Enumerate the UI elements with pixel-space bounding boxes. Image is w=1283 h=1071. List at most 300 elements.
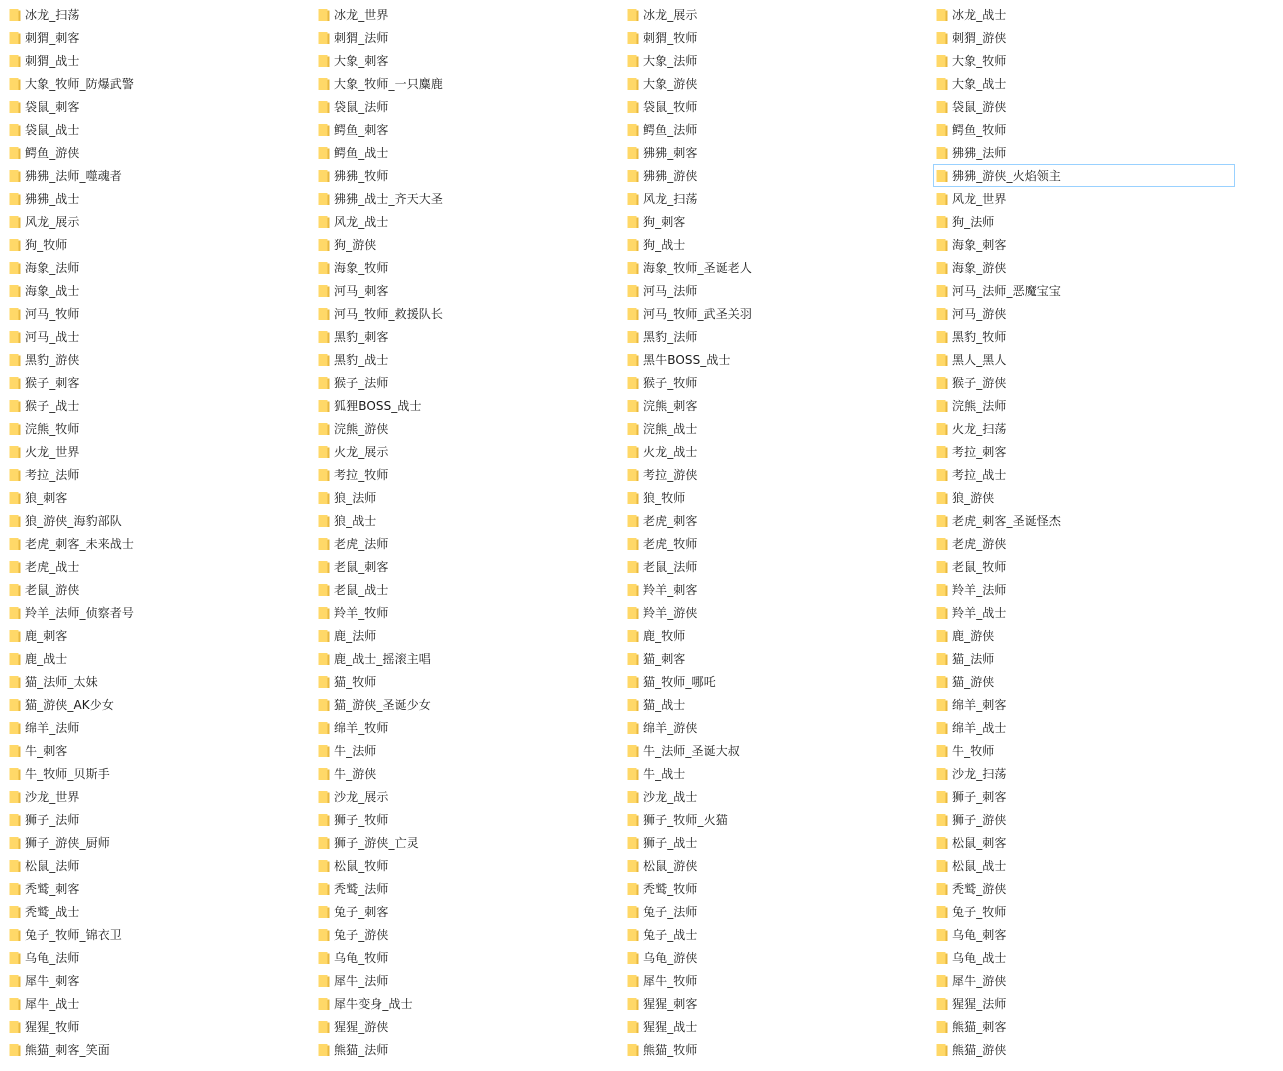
folder-item[interactable] xyxy=(933,900,1235,923)
folder-label: 猫_游侠_圣诞少女 xyxy=(334,697,431,712)
folder-item[interactable] xyxy=(6,877,308,900)
folder-item[interactable] xyxy=(315,808,617,831)
folder-label: 河马_刺客 xyxy=(334,283,389,298)
folder-label: 浣熊_牧师 xyxy=(25,421,80,436)
folder-item[interactable] xyxy=(933,210,1235,233)
folder-item[interactable] xyxy=(624,1038,926,1061)
folder-item[interactable] xyxy=(624,624,926,647)
folder-item[interactable] xyxy=(6,118,308,141)
folder-label: 大象_牧师 xyxy=(952,53,1007,68)
folder-item[interactable] xyxy=(624,578,926,601)
folder-label: 河马_法师 xyxy=(643,283,698,298)
folder-icon xyxy=(9,583,21,597)
folder-item[interactable] xyxy=(315,900,617,923)
folder-item[interactable] xyxy=(624,509,926,532)
folder-icon xyxy=(318,468,330,482)
folder-item[interactable] xyxy=(6,187,308,210)
folder-icon xyxy=(627,790,639,804)
folder-item[interactable] xyxy=(315,118,617,141)
folder-item[interactable] xyxy=(315,854,617,877)
folder-icon xyxy=(318,491,330,505)
folder-item[interactable] xyxy=(624,164,926,187)
folder-item[interactable] xyxy=(315,325,617,348)
folder-item[interactable] xyxy=(933,693,1235,716)
folder-label: 羚羊_法师_侦察者号 xyxy=(25,605,135,620)
folder-label: 熊猫_牧师 xyxy=(643,1042,698,1057)
folder-label: 刺猬_战士 xyxy=(25,53,80,68)
folder-icon xyxy=(936,353,948,367)
folder-item[interactable] xyxy=(315,164,617,187)
folder-item[interactable] xyxy=(933,118,1235,141)
folder-icon xyxy=(936,629,948,643)
folder-item[interactable] xyxy=(933,785,1235,808)
folder-label: 老虎_法师 xyxy=(334,536,389,551)
folder-item[interactable] xyxy=(933,72,1235,95)
folder-item[interactable] xyxy=(315,1015,617,1038)
folder-label: 海象_牧师 xyxy=(334,260,389,275)
folder-item[interactable] xyxy=(6,371,308,394)
folder-item[interactable] xyxy=(6,348,308,371)
folder-icon xyxy=(627,146,639,160)
folder-label: 黑豹_战士 xyxy=(334,352,389,367)
folder-label: 猴子_游侠 xyxy=(952,375,1007,390)
folder-item[interactable] xyxy=(624,49,926,72)
folder-item[interactable] xyxy=(6,440,308,463)
folder-item[interactable] xyxy=(315,210,617,233)
folder-icon xyxy=(627,951,639,965)
folder-icon xyxy=(9,997,21,1011)
folder-item[interactable] xyxy=(624,716,926,739)
folder-item[interactable] xyxy=(933,992,1235,1015)
folder-item[interactable] xyxy=(6,302,308,325)
folder-label: 乌龟_牧师 xyxy=(334,950,389,965)
folder-label: 兔子_刺客 xyxy=(334,904,389,919)
folder-label: 浣熊_刺客 xyxy=(643,398,698,413)
folder-label: 兔子_游侠 xyxy=(334,927,389,942)
folder-item[interactable] xyxy=(933,739,1235,762)
folder-item[interactable] xyxy=(624,233,926,256)
folder-item[interactable] xyxy=(315,141,617,164)
folder-label: 袋鼠_战士 xyxy=(25,122,80,137)
folder-item[interactable] xyxy=(933,463,1235,486)
folder-item[interactable] xyxy=(624,923,926,946)
folder-icon xyxy=(318,629,330,643)
folder-label: 松鼠_牧师 xyxy=(334,858,389,873)
folder-icon xyxy=(9,606,21,620)
folder-item[interactable] xyxy=(933,302,1235,325)
folder-label: 老鼠_牧师 xyxy=(952,559,1007,574)
folder-item[interactable] xyxy=(315,3,617,26)
folder-item[interactable] xyxy=(933,601,1235,624)
folder-item[interactable] xyxy=(624,1015,926,1038)
folder-icon xyxy=(936,330,948,344)
folder-item[interactable] xyxy=(624,647,926,670)
folder-item[interactable] xyxy=(315,923,617,946)
folder-item[interactable] xyxy=(6,900,308,923)
folder-item[interactable] xyxy=(6,601,308,624)
folder-label: 羚羊_法师 xyxy=(952,582,1007,597)
folder-item[interactable] xyxy=(624,992,926,1015)
folder-icon xyxy=(9,836,21,850)
folder-item[interactable] xyxy=(315,417,617,440)
folder-icon xyxy=(936,77,948,91)
folder-item[interactable] xyxy=(933,394,1235,417)
folder-icon xyxy=(9,721,21,735)
folder-label: 狒狒_法师_噬魂者 xyxy=(25,168,122,183)
folder-item[interactable] xyxy=(6,210,308,233)
folder-label: 熊猫_游侠 xyxy=(952,1042,1007,1057)
folder-label: 松鼠_游侠 xyxy=(643,858,698,873)
folder-item[interactable] xyxy=(624,348,926,371)
folder-item[interactable] xyxy=(315,601,617,624)
folder-label: 海象_法师 xyxy=(25,260,80,275)
folder-item[interactable] xyxy=(6,394,308,417)
folder-item[interactable] xyxy=(6,854,308,877)
folder-item[interactable] xyxy=(315,555,617,578)
folder-item[interactable] xyxy=(624,808,926,831)
folder-icon xyxy=(936,767,948,781)
folder-label: 袋鼠_刺客 xyxy=(25,99,80,114)
folder-label: 大象_牧师_一只麋鹿 xyxy=(334,76,444,91)
folder-item[interactable] xyxy=(315,739,617,762)
folder-label: 海象_刺客 xyxy=(952,237,1007,252)
folder-item[interactable] xyxy=(624,831,926,854)
folder-item[interactable] xyxy=(6,95,308,118)
folder-icon xyxy=(627,8,639,22)
folder-item[interactable] xyxy=(6,670,308,693)
folder-item[interactable] xyxy=(6,233,308,256)
folder-item[interactable] xyxy=(315,72,617,95)
folder-item[interactable] xyxy=(6,325,308,348)
folder-item[interactable] xyxy=(933,532,1235,555)
folder-icon xyxy=(627,813,639,827)
folder-item[interactable] xyxy=(933,371,1235,394)
folder-label: 牛_战士 xyxy=(643,766,686,781)
folder-item[interactable] xyxy=(6,417,308,440)
folder-item[interactable] xyxy=(933,233,1235,256)
folder-item[interactable] xyxy=(6,946,308,969)
folder-item[interactable] xyxy=(624,256,926,279)
folder-icon xyxy=(627,445,639,459)
folder-icon xyxy=(627,399,639,413)
folder-icon xyxy=(318,583,330,597)
folder-label: 鹿_刺客 xyxy=(25,628,68,643)
folder-item[interactable] xyxy=(624,555,926,578)
folder-label: 冰龙_扫荡 xyxy=(25,7,80,22)
folder-icon xyxy=(318,77,330,91)
folder-item[interactable] xyxy=(933,509,1235,532)
folder-label: 沙龙_展示 xyxy=(334,789,389,804)
folder-icon xyxy=(318,169,330,183)
folder-label: 袋鼠_游侠 xyxy=(952,99,1007,114)
folder-icon xyxy=(9,675,21,689)
folder-icon xyxy=(627,882,639,896)
folder-item[interactable] xyxy=(315,877,617,900)
folder-item[interactable] xyxy=(6,1015,308,1038)
folder-item[interactable] xyxy=(624,279,926,302)
folder-label: 考拉_游侠 xyxy=(643,467,698,482)
folder-label: 狒狒_游侠 xyxy=(643,168,698,183)
folder-item[interactable] xyxy=(933,49,1235,72)
folder-item[interactable] xyxy=(6,969,308,992)
folder-item[interactable] xyxy=(933,440,1235,463)
folder-label: 海象_战士 xyxy=(25,283,80,298)
folder-item[interactable] xyxy=(933,3,1235,26)
folder-item[interactable] xyxy=(6,808,308,831)
folder-item[interactable] xyxy=(6,555,308,578)
folder-item[interactable] xyxy=(6,509,308,532)
folder-icon xyxy=(936,261,948,275)
folder-item[interactable] xyxy=(6,1038,308,1061)
folder-label: 狮子_游侠_亡灵 xyxy=(334,835,419,850)
folder-item[interactable] xyxy=(6,578,308,601)
folder-item[interactable] xyxy=(933,164,1235,187)
folder-item[interactable] xyxy=(933,923,1235,946)
folder-item[interactable] xyxy=(315,946,617,969)
folder-item[interactable] xyxy=(624,210,926,233)
folder-label: 牛_刺客 xyxy=(25,743,68,758)
folder-icon xyxy=(9,537,21,551)
folder-item[interactable] xyxy=(315,302,617,325)
folder-icon xyxy=(627,491,639,505)
folder-item[interactable] xyxy=(624,394,926,417)
folder-label: 老虎_游侠 xyxy=(952,536,1007,551)
folder-item[interactable] xyxy=(6,279,308,302)
folder-item[interactable] xyxy=(933,969,1235,992)
folder-label: 大象_游侠 xyxy=(643,76,698,91)
folder-item[interactable] xyxy=(6,624,308,647)
folder-item[interactable] xyxy=(933,877,1235,900)
folder-item[interactable] xyxy=(933,762,1235,785)
folder-icon xyxy=(936,698,948,712)
folder-item[interactable] xyxy=(624,739,926,762)
folder-item[interactable] xyxy=(315,256,617,279)
folder-label: 牛_游侠 xyxy=(334,766,377,781)
folder-icon xyxy=(627,77,639,91)
folder-item[interactable] xyxy=(6,141,308,164)
folder-item[interactable] xyxy=(624,670,926,693)
folder-item[interactable] xyxy=(315,785,617,808)
folder-item[interactable] xyxy=(6,992,308,1015)
folder-item[interactable] xyxy=(933,417,1235,440)
folder-item[interactable] xyxy=(624,72,926,95)
folder-item[interactable] xyxy=(624,900,926,923)
folder-item[interactable] xyxy=(933,95,1235,118)
folder-icon xyxy=(936,606,948,620)
folder-item[interactable] xyxy=(624,601,926,624)
folder-icon xyxy=(318,123,330,137)
folder-item[interactable] xyxy=(624,463,926,486)
folder-icon xyxy=(9,1020,21,1034)
folder-icon xyxy=(936,652,948,666)
folder-label: 沙龙_战士 xyxy=(643,789,698,804)
folder-item[interactable] xyxy=(624,141,926,164)
folder-item[interactable] xyxy=(6,532,308,555)
folder-icon xyxy=(9,284,21,298)
folder-item[interactable] xyxy=(315,49,617,72)
folder-icon xyxy=(318,905,330,919)
folder-label: 刺猬_刺客 xyxy=(25,30,80,45)
folder-item[interactable] xyxy=(315,486,617,509)
folder-item[interactable] xyxy=(315,532,617,555)
folder-icon xyxy=(9,123,21,137)
folder-icon xyxy=(936,422,948,436)
folder-item[interactable] xyxy=(315,463,617,486)
folder-item[interactable] xyxy=(315,578,617,601)
folder-label: 鹿_战士 xyxy=(25,651,68,666)
folder-icon xyxy=(936,813,948,827)
folder-item[interactable] xyxy=(933,141,1235,164)
folder-item[interactable] xyxy=(624,187,926,210)
folder-label: 狼_游侠_海豹部队 xyxy=(25,513,122,528)
folder-item[interactable] xyxy=(6,739,308,762)
folder-icon xyxy=(627,514,639,528)
folder-label: 秃鹫_牧师 xyxy=(643,881,698,896)
folder-item[interactable] xyxy=(933,647,1235,670)
folder-item[interactable] xyxy=(624,969,926,992)
folder-item[interactable] xyxy=(6,72,308,95)
folder-icon xyxy=(318,767,330,781)
folder-item[interactable] xyxy=(6,693,308,716)
folder-item[interactable] xyxy=(315,831,617,854)
folder-item[interactable] xyxy=(624,118,926,141)
folder-item[interactable] xyxy=(933,808,1235,831)
folder-label: 大象_牧师_防爆武警 xyxy=(25,76,135,91)
folder-label: 羚羊_游侠 xyxy=(643,605,698,620)
folder-item[interactable] xyxy=(933,555,1235,578)
folder-item[interactable] xyxy=(624,762,926,785)
folder-item[interactable] xyxy=(315,1038,617,1061)
folder-item[interactable] xyxy=(6,716,308,739)
folder-item[interactable] xyxy=(933,256,1235,279)
folder-item[interactable] xyxy=(624,785,926,808)
folder-item[interactable] xyxy=(933,854,1235,877)
folder-item[interactable] xyxy=(624,946,926,969)
folder-label: 鳄鱼_法师 xyxy=(643,122,698,137)
folder-item[interactable] xyxy=(624,325,926,348)
folder-label: 鹿_法师 xyxy=(334,628,377,643)
folder-item[interactable] xyxy=(933,187,1235,210)
folder-item[interactable] xyxy=(315,624,617,647)
folder-icon xyxy=(318,31,330,45)
folder-item[interactable] xyxy=(933,1038,1235,1061)
folder-label: 沙龙_世界 xyxy=(25,789,80,804)
folder-item[interactable] xyxy=(6,486,308,509)
folder-label: 猫_牧师_哪吒 xyxy=(643,674,716,689)
folder-item[interactable] xyxy=(624,532,926,555)
folder-icon xyxy=(318,54,330,68)
folder-icon xyxy=(318,951,330,965)
folder-item[interactable] xyxy=(315,371,617,394)
folder-item[interactable] xyxy=(315,509,617,532)
folder-icon xyxy=(9,652,21,666)
folder-item[interactable] xyxy=(933,670,1235,693)
folder-item[interactable] xyxy=(933,578,1235,601)
folder-icon xyxy=(627,422,639,436)
folder-item[interactable] xyxy=(624,693,926,716)
folder-item[interactable] xyxy=(933,946,1235,969)
folder-label: 犀牛_游侠 xyxy=(952,973,1007,988)
folder-label: 秃鹫_战士 xyxy=(25,904,80,919)
folder-grid xyxy=(0,3,1283,1061)
folder-item[interactable] xyxy=(933,831,1235,854)
folder-item[interactable] xyxy=(6,164,308,187)
folder-item[interactable] xyxy=(315,693,617,716)
folder-item[interactable] xyxy=(6,831,308,854)
folder-item[interactable] xyxy=(6,785,308,808)
folder-item[interactable] xyxy=(933,1015,1235,1038)
folder-item[interactable] xyxy=(315,647,617,670)
folder-item[interactable] xyxy=(933,624,1235,647)
folder-item[interactable] xyxy=(315,716,617,739)
folder-item[interactable] xyxy=(933,26,1235,49)
folder-item[interactable] xyxy=(6,923,308,946)
folder-icon xyxy=(318,560,330,574)
folder-item[interactable] xyxy=(6,3,308,26)
folder-item[interactable] xyxy=(6,256,308,279)
folder-item[interactable] xyxy=(624,26,926,49)
folder-item[interactable] xyxy=(315,279,617,302)
folder-item[interactable] xyxy=(624,3,926,26)
folder-icon xyxy=(936,445,948,459)
folder-label: 猫_战士 xyxy=(643,697,686,712)
folder-item[interactable] xyxy=(315,348,617,371)
folder-icon xyxy=(318,261,330,275)
folder-icon xyxy=(318,698,330,712)
folder-label: 狗_战士 xyxy=(643,237,686,252)
folder-item[interactable] xyxy=(624,440,926,463)
folder-item[interactable] xyxy=(6,463,308,486)
folder-item[interactable] xyxy=(315,670,617,693)
folder-item[interactable] xyxy=(315,394,617,417)
folder-item[interactable] xyxy=(315,233,617,256)
folder-item[interactable] xyxy=(624,854,926,877)
folder-item[interactable] xyxy=(624,371,926,394)
folder-item[interactable] xyxy=(315,762,617,785)
folder-item[interactable] xyxy=(6,762,308,785)
folder-item[interactable] xyxy=(933,348,1235,371)
folder-icon xyxy=(627,721,639,735)
folder-icon xyxy=(9,422,21,436)
folder-item[interactable] xyxy=(933,325,1235,348)
folder-label: 冰龙_战士 xyxy=(952,7,1007,22)
folder-item[interactable] xyxy=(315,26,617,49)
folder-label: 狼_刺客 xyxy=(25,490,68,505)
folder-item[interactable] xyxy=(315,95,617,118)
folder-item[interactable] xyxy=(315,992,617,1015)
folder-item[interactable] xyxy=(624,486,926,509)
folder-label: 羚羊_牧师 xyxy=(334,605,389,620)
folder-item[interactable] xyxy=(315,969,617,992)
folder-label: 黑人_黑人 xyxy=(952,352,1007,367)
folder-item[interactable] xyxy=(933,486,1235,509)
folder-icon xyxy=(627,583,639,597)
folder-item[interactable] xyxy=(624,877,926,900)
folder-item[interactable] xyxy=(624,95,926,118)
folder-item[interactable] xyxy=(6,647,308,670)
folder-label: 大象_战士 xyxy=(952,76,1007,91)
folder-label: 黑豹_牧师 xyxy=(952,329,1007,344)
folder-item[interactable] xyxy=(315,187,617,210)
folder-item[interactable] xyxy=(933,279,1235,302)
folder-item[interactable] xyxy=(624,302,926,325)
folder-item[interactable] xyxy=(6,49,308,72)
folder-item[interactable] xyxy=(315,440,617,463)
folder-item[interactable] xyxy=(624,417,926,440)
folder-label: 火龙_展示 xyxy=(334,444,389,459)
folder-item[interactable] xyxy=(933,716,1235,739)
folder-item[interactable] xyxy=(6,26,308,49)
